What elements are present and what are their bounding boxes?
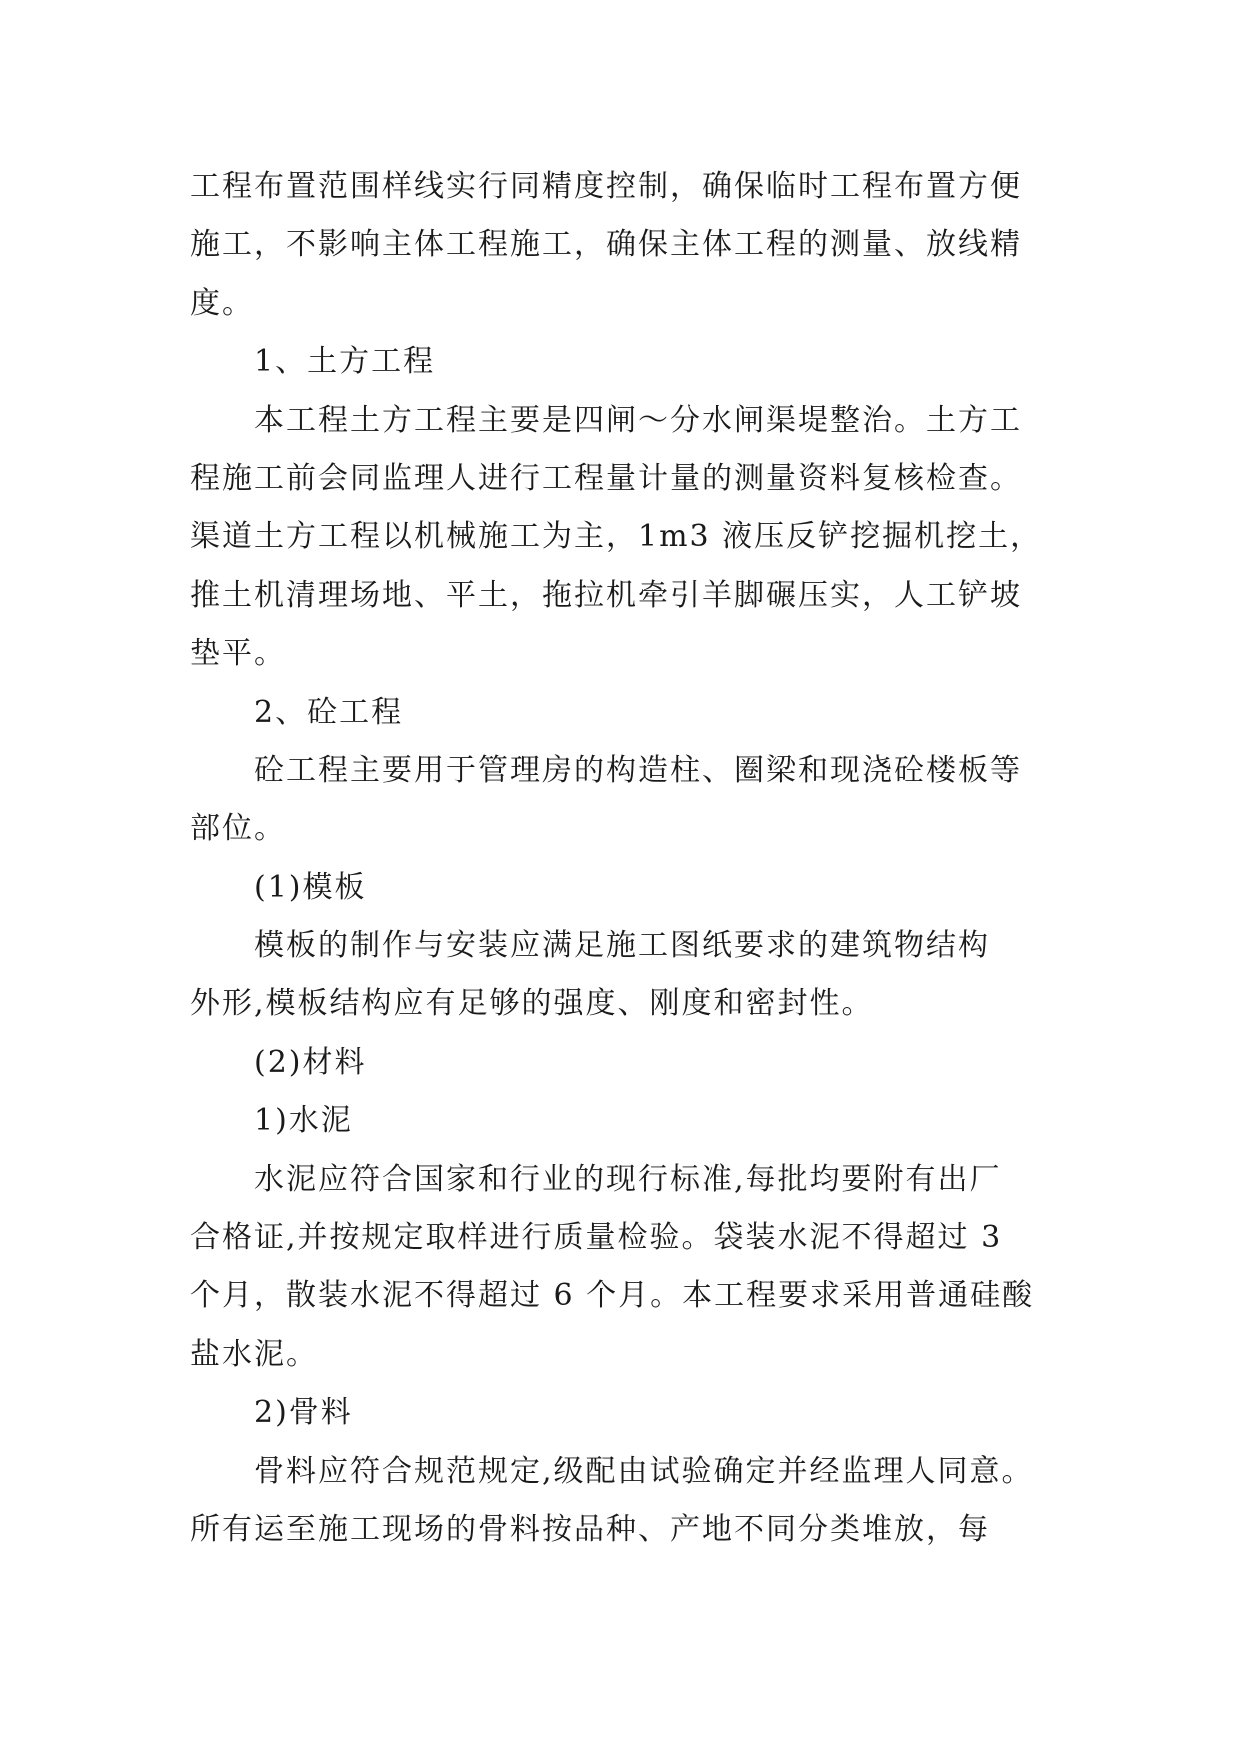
text-line: 骨料应符合规范规定,级配由试验确定并经监理人同意。 bbox=[254, 1453, 1034, 1489]
item-heading: 1)水泥 bbox=[254, 1103, 353, 1139]
subsection-heading: (2)材料 bbox=[254, 1044, 367, 1080]
text-line: 所有运至施工现场的骨料按品种、产地不同分类堆放，每 bbox=[190, 1511, 990, 1547]
text-line: 砼工程主要用于管理房的构造柱、圈梁和现浇砼楼板等 bbox=[254, 752, 1022, 788]
subsection-heading: (1)模板 bbox=[254, 869, 367, 905]
text-line: 部位。 bbox=[190, 811, 286, 847]
text-line: 施工，不影响主体工程施工，确保主体工程的测量、放线精 bbox=[190, 227, 1022, 263]
section-heading: 1、土方工程 bbox=[254, 344, 436, 380]
text-line: 度。 bbox=[190, 285, 254, 321]
text-line: 渠道土方工程以机械施工为主，1m3 液压反铲挖掘机挖土， bbox=[190, 519, 1043, 555]
text-line: 模板的制作与安装应满足施工图纸要求的建筑物结构 bbox=[254, 928, 990, 964]
text-line: 本工程土方工程主要是四闸～分水闸渠堤整治。土方工 bbox=[254, 402, 1022, 438]
text-line: 工程布置范围样线实行同精度控制，确保临时工程布置方便 bbox=[190, 169, 1022, 204]
text-line: 盐水泥。 bbox=[190, 1336, 318, 1372]
text-line: 个月，散装水泥不得超过 6 个月。本工程要求采用普通硅酸 bbox=[190, 1278, 1035, 1314]
text-line: 推土机清理场地、平土，拖拉机牵引羊脚碾压实，人工铲坡 bbox=[190, 577, 1022, 613]
text-line: 垫平。 bbox=[190, 636, 286, 672]
text-line: 水泥应符合国家和行业的现行标准,每批均要附有出厂 bbox=[254, 1161, 1002, 1197]
text-line: 合格证,并按规定取样进行质量检验。袋装水泥不得超过 3 bbox=[190, 1220, 1003, 1256]
text-line: 程施工前会同监理人进行工程量计量的测量资料复核检查。 bbox=[190, 460, 1022, 496]
body-text bbox=[190, 158, 1050, 1559]
text-line: 外形,模板结构应有足够的强度、刚度和密封性。 bbox=[190, 986, 874, 1022]
section-heading: 2、砼工程 bbox=[254, 694, 404, 730]
item-heading: 2)骨料 bbox=[254, 1395, 353, 1431]
